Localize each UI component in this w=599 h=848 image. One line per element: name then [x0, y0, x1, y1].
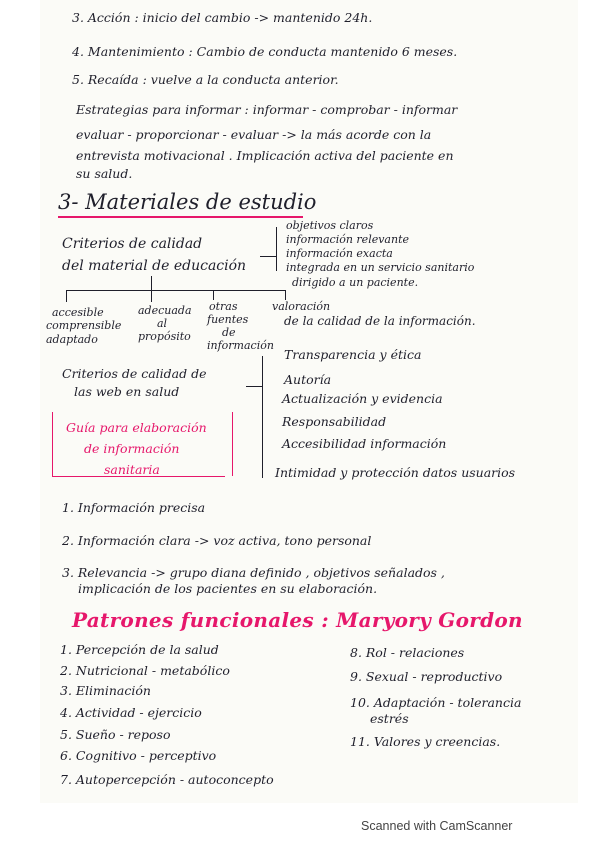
branch-tick [66, 290, 67, 302]
branch-4-b: de la calidad de la información. [284, 314, 476, 328]
guide-item: 1. Información precisa [62, 500, 206, 515]
web-item: Accesibilidad información [282, 436, 447, 451]
pattern-item: 7. Autopercepción - autoconcepto [60, 772, 274, 787]
criteria-item: integrada en un servicio sanitario [286, 261, 475, 274]
criteria-item: información relevante [286, 233, 410, 246]
strategies-line-1: Estrategias para informar : informar - comprobar - informar [76, 102, 458, 117]
criteria-material-line-2: del material de educación [62, 258, 247, 274]
pattern-item: 5. Sueño - reposo [60, 727, 171, 742]
brace-vertical [276, 227, 277, 271]
strategies-line-2: evaluar - proporcionar - evaluar -> la más acorde con la [76, 127, 432, 142]
web-brace-stub [246, 386, 262, 387]
pattern-item: 8. Rol - relaciones [350, 645, 465, 660]
pattern-item: 3. Eliminación [60, 683, 151, 698]
branch-3-a: otras [209, 300, 238, 313]
guide-title-line-3: sanitaria [104, 462, 160, 477]
branch-1-b: comprensible [46, 319, 122, 332]
pattern-item: 1. Percepción de la salud [60, 642, 219, 657]
pattern-item: 4. Actividad - ejercicio [60, 705, 202, 720]
guide-item: 3. Relevancia -> grupo diana definido , objetivos señalados , [62, 565, 445, 580]
pattern-item: 11. Valores y creencias. [350, 734, 501, 749]
criteria-item: dirigido a un paciente. [292, 276, 419, 289]
guide-item: 2. Información clara -> voz activa, tono personal [62, 533, 372, 548]
branch-tick [151, 290, 152, 302]
stage-accion: 3. Acción : inicio del cambio -> mantenido 24h. [72, 10, 373, 25]
web-criteria-line-2: las web en salud [74, 384, 180, 399]
pattern-item: 2. Nutricional - metabólico [60, 663, 230, 678]
pattern-item: 6. Cognitivo - perceptivo [60, 748, 217, 763]
guide-title-line-1: Guía para elaboración [66, 420, 207, 435]
web-item: Responsabilidad [282, 414, 387, 429]
brace-stub [260, 256, 276, 257]
branch-3-d: información [207, 339, 274, 352]
web-item: Intimidad y protección datos usuarios [275, 465, 516, 480]
stage-mantenimiento: 4. Mantenimiento : Cambio de conducta mantenido 6 meses. [72, 44, 458, 59]
strategies-line-3: entrevista motivacional . Implicación activa del paciente en [76, 148, 454, 163]
scanner-watermark: Scanned with CamScanner [361, 819, 513, 833]
title-underline [58, 216, 303, 218]
branch-2-b: al [157, 317, 168, 330]
web-criteria-line-1: Criterios de calidad de [62, 366, 207, 381]
web-item: Actualización y evidencia [282, 391, 443, 406]
criteria-item: información exacta [286, 247, 393, 260]
pattern-item-10-cont: estrés [370, 711, 409, 726]
guide-item-3-cont: implicación de los pacientes en su elaboración. [78, 581, 378, 596]
branch-horizontal [66, 290, 286, 291]
criteria-material-line-1: Criterios de calidad [62, 236, 203, 252]
branch-1-a: accesible [52, 306, 104, 319]
guide-title-line-2: de información [84, 441, 180, 456]
gordon-title: Patrones funcionales : Maryory Gordon [72, 608, 523, 632]
branch-tick [213, 290, 214, 300]
branch-3-c: de [222, 326, 236, 339]
web-item: Transparencia y ética [284, 347, 422, 362]
branch-3-b: fuentes [207, 313, 249, 326]
criteria-item: objetivos claros [286, 219, 374, 232]
branch-4-a: valoración [272, 300, 331, 313]
pattern-item: 10. Adaptación - tolerancia [350, 695, 522, 710]
branch-2-c: propósito [138, 330, 191, 343]
branch-root [151, 276, 152, 290]
pattern-item: 9. Sexual - reproductivo [350, 669, 503, 684]
branch-tick [285, 290, 286, 300]
branch-1-c: adaptado [46, 333, 98, 346]
stage-recaida: 5. Recaída : vuelve a la conducta anterior. [72, 72, 339, 87]
strategies-line-4: su salud. [76, 166, 133, 181]
branch-2-a: adecuada [138, 304, 192, 317]
web-item: Autoría [284, 372, 332, 387]
web-brace-vertical [262, 356, 263, 478]
section-title: 3- Materiales de estudio [58, 190, 317, 214]
